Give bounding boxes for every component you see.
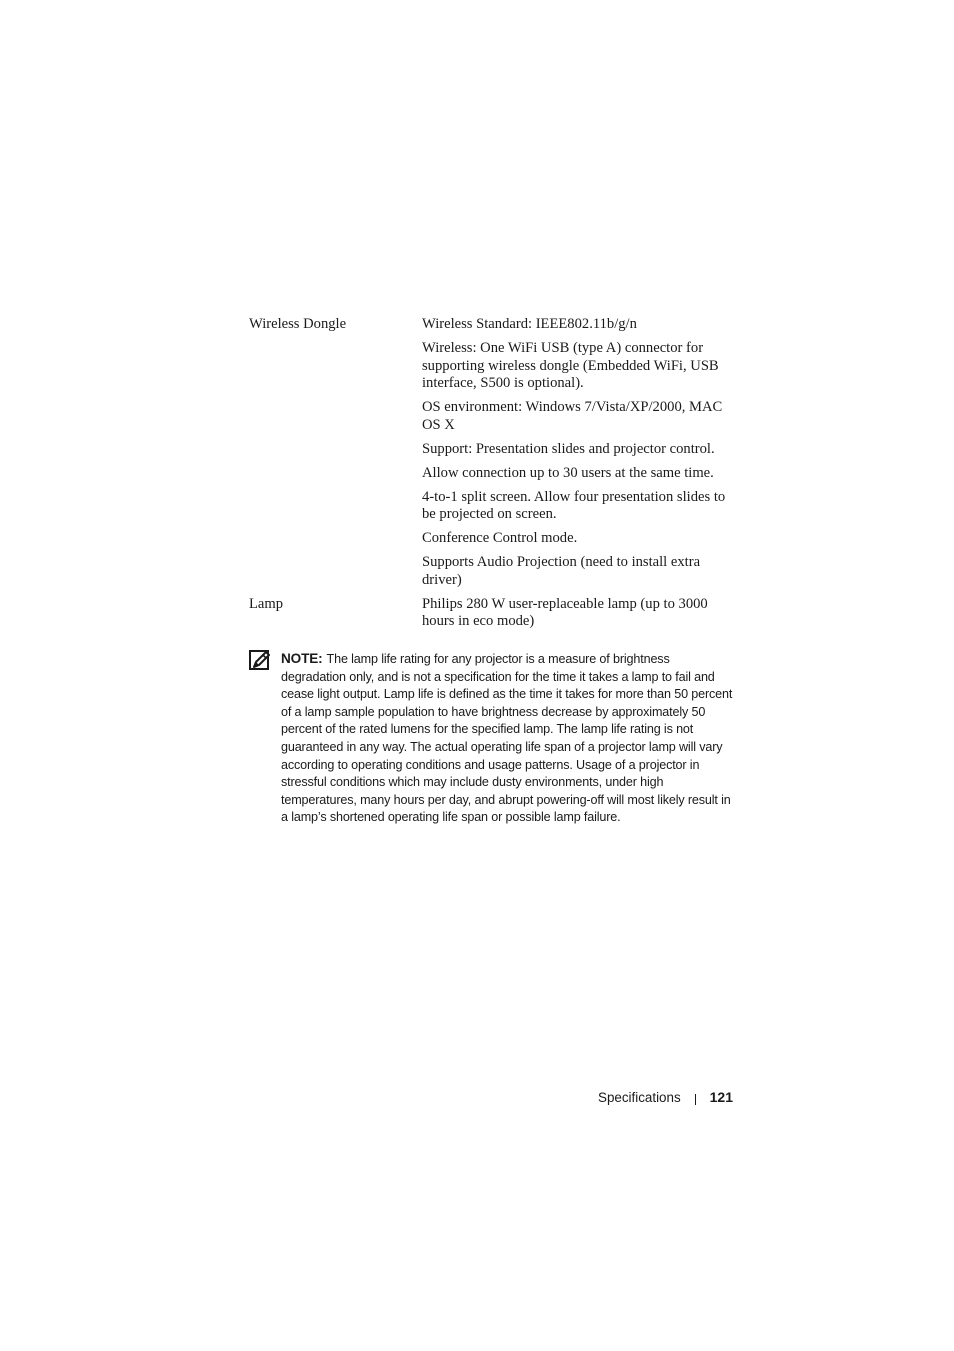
spec-values <box>422 596 733 638</box>
spec-value: Philips 280 W user-replaceable lamp (up to 3000 hours in eco mode) <box>422 595 708 630</box>
spec-value: Support: Presentation slides and projector control. <box>422 440 715 457</box>
footer-divider <box>695 1094 696 1105</box>
spec-value: Conference Control mode. <box>422 530 578 547</box>
spec-value: OS environment: Windows 7/Vista/XP/2000, MAC OS X <box>422 399 723 433</box>
note-text <box>281 650 736 827</box>
spec-label: Wireless Dongle <box>249 316 347 332</box>
spec-label: Lamp <box>249 595 284 612</box>
spec-row-lamp <box>249 596 733 638</box>
spec-values <box>422 316 733 596</box>
note-block <box>249 650 739 827</box>
spec-row-wireless-dongle <box>249 316 733 596</box>
page-number: 121 <box>709 1089 733 1105</box>
spec-value: Supports Audio Projection (need to install extra driver) <box>422 554 701 588</box>
footer-section-title: Specifications <box>598 1089 681 1105</box>
spec-value: Allow connection up to 30 users at the same time. <box>422 464 714 481</box>
specifications-table <box>249 316 733 637</box>
page-footer <box>598 1089 733 1105</box>
spec-value: Wireless Standard: IEEE802.11b/g/n <box>422 316 637 332</box>
note-body: The lamp life rating for any projector is a measure of brightness degradation only, and is not a specification for the time it takes a lamp to fail and cease light output. Lamp life is defined as the time it takes for more than 50 percent of a lamp sample population to have brightness decrease by approximately 50 percent of the rated lumens for the specified lamp. The lamp life rating is not guaranteed in any way. The actual operating life span of a projector lamp will vary according to operating conditions and usage patterns. Usage of a projector in stressful conditions which may include dusty environments, under high temperatures, many hours per day, and abrupt powering-off will most likely result in a lamp’s shortened operating life span or possible lamp failure. <box>281 652 733 825</box>
note-label: NOTE: <box>281 651 323 666</box>
note-pencil-icon <box>249 650 271 672</box>
spec-value: 4-to-1 split screen. Allow four presentation slides to be projected on screen. <box>422 488 726 523</box>
spec-value: Wireless: One WiFi USB (type A) connector for supporting wireless dongle (Embedded WiFi, USB interface, S500 is optional). <box>422 339 719 392</box>
